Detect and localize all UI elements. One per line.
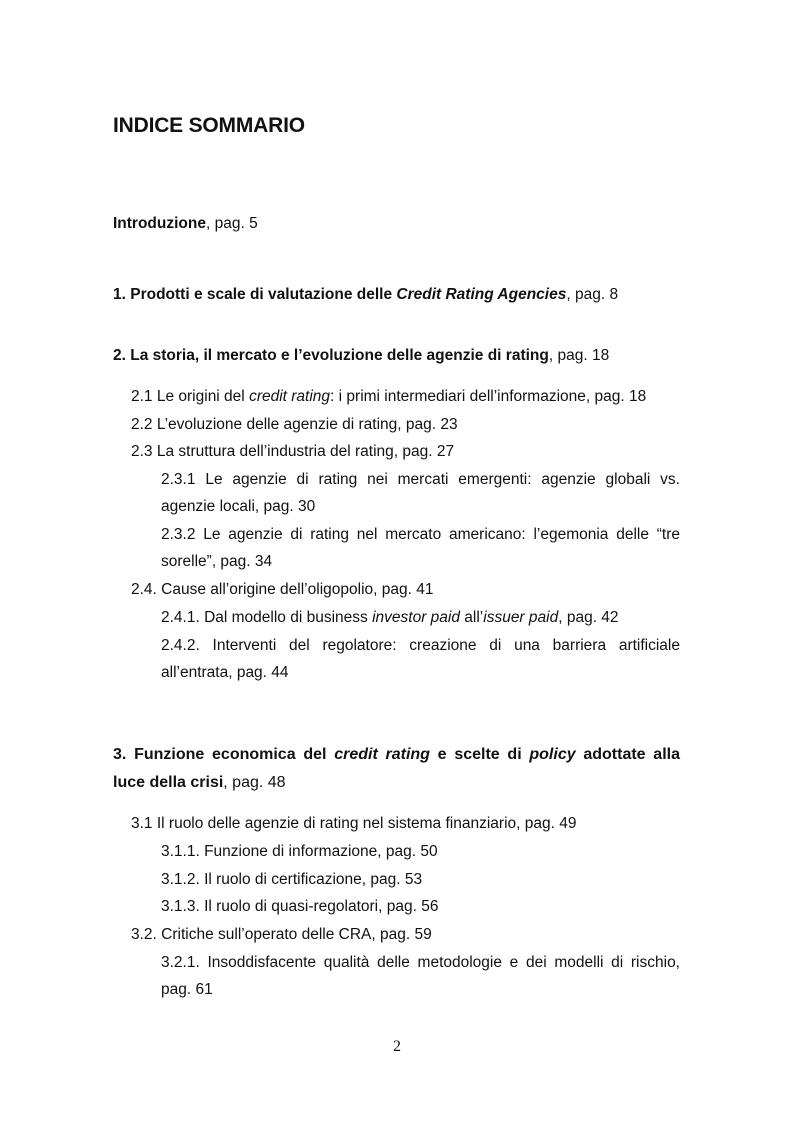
toc-page: , pag. 5 [206,215,258,232]
toc-entry-2-3-1: 2.3.1 Le agenzie di rating nei mercati emergenti: agenzie globali vs. agenzie locali, pag. 30 [161,471,680,515]
toc-entry-3-1: 3.1 Il ruolo delle agenzie di rating nel sistema finanziario, pag. 49 [131,815,577,832]
toc-label: 2. La storia, il mercato e l’evoluzione delle agenzie di rating [113,347,549,364]
toc-entry-2-4-1 [161,604,619,631]
toc-label [113,746,680,791]
toc-entry-3-1-3: 3.1.3. Il ruolo di quasi-regolatori, pag. 56 [161,898,439,915]
toc-entry-3-1-2: 3.1.2. Il ruolo di certificazione, pag. 53 [161,871,423,888]
toc-text: 2.4.1. Dal modello di business [161,609,373,626]
toc-page: , pag. 18 [548,347,610,364]
toc-label [113,286,566,303]
toc-entry-2-3-2: 2.3.2 Le agenzie di rating nel mercato americano: l’egemonia delle “tre sorelle”, pag. 34 [161,526,680,570]
toc-entry-2-1 [131,383,646,410]
toc-label-italic: policy [529,746,576,763]
toc-entry-2-4: 2.4. Cause all’origine dell’oligopolio, pag. 41 [131,581,434,598]
toc-page: , pag. 48 [223,774,286,791]
toc-entry-2-2: 2.2 L’evoluzione delle agenzie di rating, pag. 23 [131,416,458,433]
page-title: INDICE SOMMARIO [113,114,305,137]
toc-entry-3-2: 3.2. Critiche sull’operato delle CRA, pag. 59 [131,926,432,943]
toc-text: , pag. 42 [558,609,619,626]
toc-entry-2-4-2: 2.4.2. Interventi del regolatore: creazione di una barriera artificiale all’entrata, pag. 44 [161,637,680,681]
toc-entry-2-3: 2.3 La struttura dell’industria del rating, pag. 27 [131,443,455,460]
toc-text: : i primi intermediari dell’informazione, pag. 18 [330,388,647,405]
toc-label: Introduzione [113,215,206,232]
toc-entry-3-2-1: 3.2.1. Insoddisfacente qualità delle metodologie e dei modelli di rischio, pag. 61 [161,954,680,998]
toc-label-italic: credit rating [334,746,430,763]
toc-page: , pag. 8 [566,286,619,303]
toc-entry-introduzione [113,210,680,237]
toc-entry-chapter-1 [113,281,680,308]
toc-label-italic: Credit Rating Agencies [396,286,567,303]
toc-text: 2.1 Le origini del [131,388,250,405]
toc-text-italic: investor paid [372,609,460,626]
toc-text: all’ [459,609,484,626]
toc-entry-chapter-3 [113,741,680,797]
toc-label-text: adottate alla luce della crisi [113,746,680,791]
toc-entry-3-1-1: 3.1.1. Funzione di informazione, pag. 50 [161,843,438,860]
toc-label-text: 1. Prodotti e scale di valutazione delle [113,286,397,303]
toc-text-italic: issuer paid [483,609,559,626]
toc-label-text: 3. Funzione economica del [113,746,335,763]
toc-text-italic: credit rating [249,388,331,405]
page-number: 2 [393,1038,401,1055]
toc-label-text: e scelte di [429,746,530,763]
toc-entry-chapter-2 [113,342,680,369]
